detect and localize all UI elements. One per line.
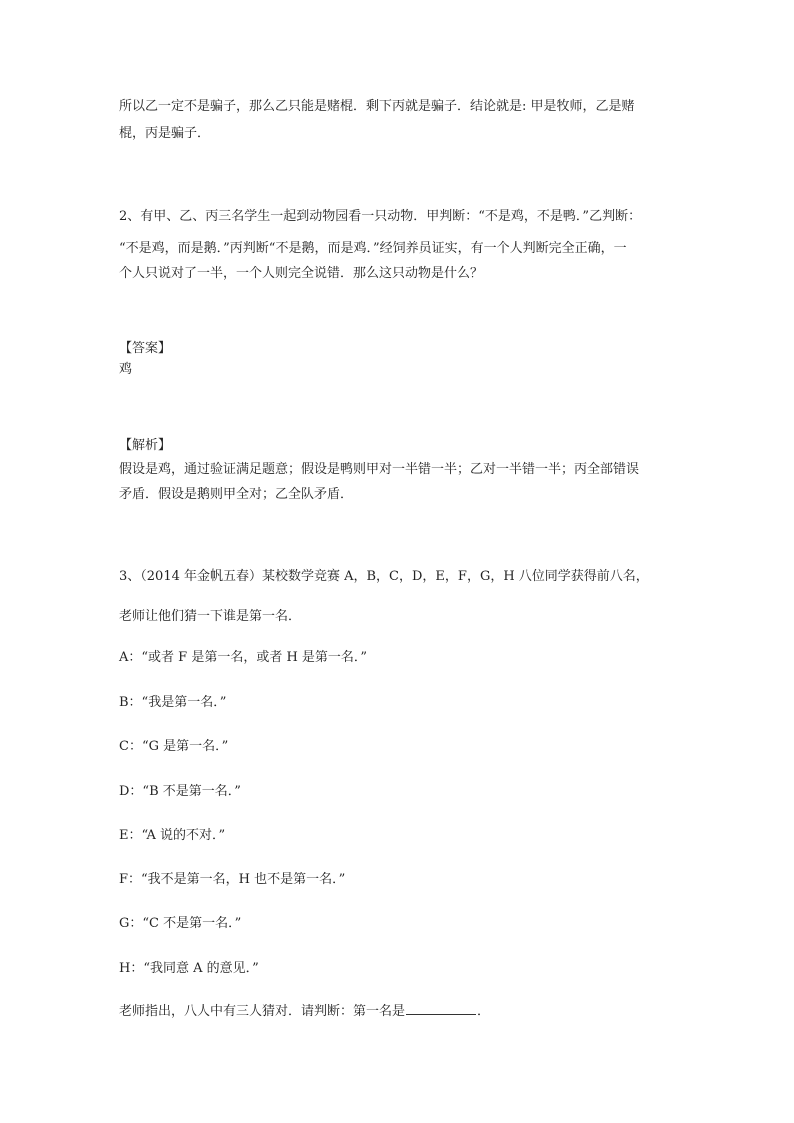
statement-a: A：“或者 F 是第一名，或者 H 是第一名．” (119, 650, 368, 665)
question-2-line-3: 个人只说对了一半，一个人则完全说错．那么这只动物是什么？ (119, 266, 484, 281)
question-3-line-2: 老师让他们猜一下谁是第一名． (119, 609, 302, 624)
question-2-line-2: “不是鸡，而是鹅．”丙判断“不是鹅，而是鸡．”经饲养员证实，有一个人判断完全正确，一 (119, 241, 627, 256)
final-question-text: 老师指出，八人中有三人猜对．请判断：第一名是 (119, 1004, 406, 1019)
question-2-line-1: 2、有甲、乙、丙三名学生一起到动物园看一只动物．甲判断：“不是鸡，不是鸭．”乙判断： (119, 209, 642, 224)
question-3-line-1: 3、（2014 年金帆五春）某校数学竞赛 A，B，C，D，E，F，G，H 八位同学获得前八名， (119, 569, 649, 584)
explanation-line-2: 矛盾．假设是鹅则甲全对；乙全队矛盾． (119, 487, 354, 502)
text-line-2: 棍，丙是骗子． (119, 126, 211, 141)
statement-d: D：“B 不是第一名．” (119, 784, 241, 799)
explanation-line-1: 假设是鸡，通过验证满足题意；假设是鸭则甲对一半错一半；乙对一半错一半；丙全部错误 (119, 462, 640, 477)
final-question (119, 1002, 490, 1021)
statement-h: H：“我同意 A 的意见．” (119, 961, 259, 976)
statement-f: F：“我不是第一名，H 也不是第一名．” (119, 872, 346, 887)
statement-b: B：“我是第一名．” (119, 695, 227, 710)
answer-heading: 【答案】 (119, 341, 172, 356)
final-question-end: ． (477, 1004, 491, 1019)
answer-text: 鸡 (119, 362, 133, 377)
text-line-1: 所以乙一定不是骗子，那么乙只能是赌棍．剩下丙就是骗子．结论就是: 甲是牧师，乙是赌 (119, 99, 635, 114)
statement-e: E：“A 说的不对．” (119, 828, 226, 843)
statement-c: C：“G 是第一名．” (119, 739, 229, 754)
answer-blank[interactable] (406, 1002, 476, 1015)
statement-g: G：“C 不是第一名．” (119, 916, 242, 931)
explanation-heading: 【解析】 (119, 438, 172, 453)
